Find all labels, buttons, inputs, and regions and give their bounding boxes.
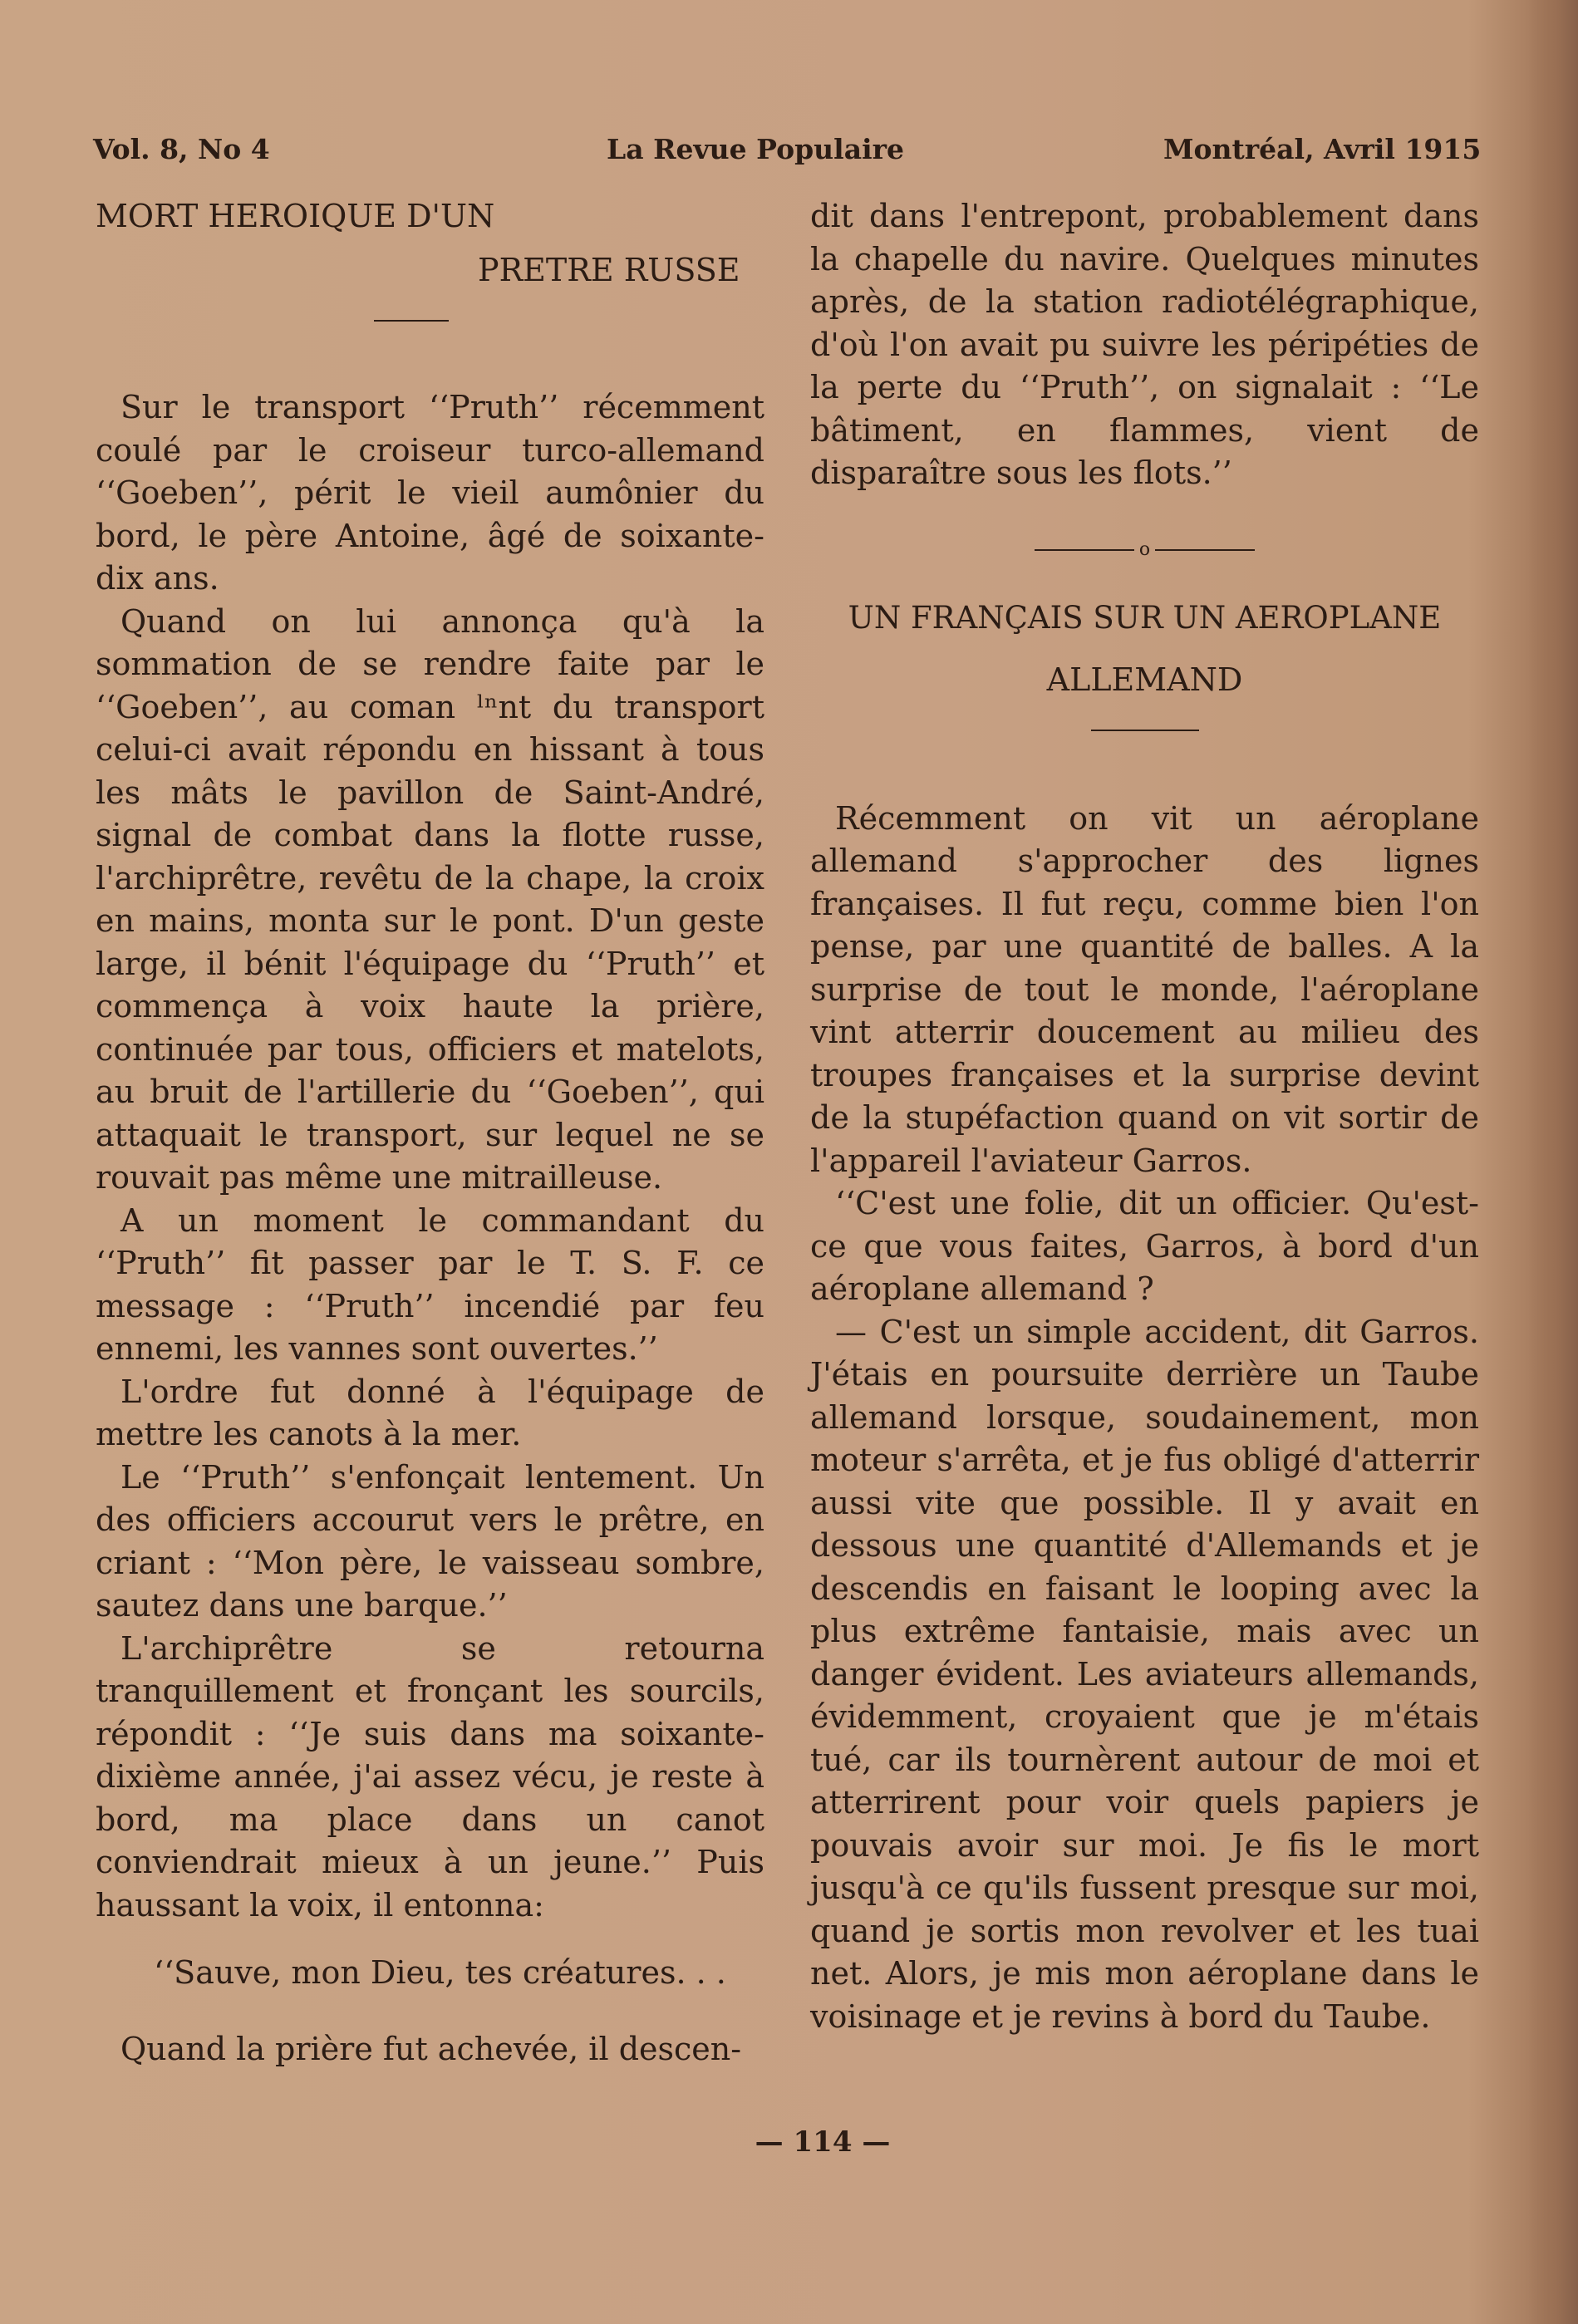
article1-title-line2: PRETRE RUSSE — [478, 252, 740, 288]
article1-paragraph: Le ‘‘Pruth’’ s'enfonçait lentement. Un des officiers accourut vers le prêtre, en criant : ‘‘Mon père, le vaisseau sombre, sautez dans une barque.’’ — [96, 1458, 764, 1624]
article1-paragraph: L'archiprêtre se retourna tranquillement et fronçant les sourcils, répondit : ‘‘Je suis dans ma soixante-dixième année, j'ai assez vécu, je reste à bord, ma place dans un canot conviendrait mieux à un jeune.’’ Puis haussant la voix, il entonna: — [96, 1629, 764, 1924]
article2-paragraph: Récemment on vit un aéroplane allemand s'approcher des lignes françaises. Il fut reçu, comme bien l'on pense, par une quantité de balles. A la surprise de tout le monde, l'aéroplane vint atterrir doucement au milieu des troupes françaises et la surprise devint de la stupéfaction quand on vit sortir de l'appareil l'aviateur Garros. — [810, 799, 1479, 1179]
hymn-quote: ‘‘Sauve, mon Dieu, tes créatures. . . — [154, 1954, 726, 1991]
article1-paragraph: Sur le transport ‘‘Pruth’’ récemment coulé par le croiseur turco-allemand ‘‘Goeben’’, périt le vieil aumônier du bord, le père Antoine, âgé de soixante-dix ans. — [96, 389, 764, 597]
article1-continuation: dit dans l'entrepont, probablement dans la chapelle du navire. Quelques minutes après, de la station radiotélégraphique, d'où l'on avait pu suivre les péripéties de la perte du ‘‘Pruth’’, on signalait : ‘‘Le bâtiment, en flammes, vient de disparaître sous les flots.’’ — [810, 198, 1479, 491]
article1-paragraph: A un moment le commandant du ‘‘Pruth’’ fit passer par le T. S. F. ce message : ‘‘Pruth’’ incendié par feu ennemi, les vannes sont ouvertes.’’ — [96, 1201, 764, 1367]
section-separator — [810, 538, 1479, 560]
article1-paragraph: Quand on lui annonça qu'à la sommation de se rendre faite par le ‘‘Goeben’’, au coman ˡⁿnt du transport celui-ci avait répondu en hissant à tous les mâts le pavillon de Saint-André, signal de combat dans la flotte russe, l'archiprêtre, revêtu de la chape, la croix en mains, monta sur le pont. D'un geste large, il bénit l'équipage du ‘‘Pruth’’ et commença à voix haute la prière, continuée par tous, officiers et matelots, au bruit de l'artillerie du ‘‘Goeben’’, qui attaquait le transport, sur lequel ne se rouvait pas même une mitrailleuse. — [96, 602, 764, 1196]
article2-paragraph: ‘‘C'est une folie, dit un officier. Qu'est-ce que vous faites, Garros, à bord d'un aéroplane allemand ? — [810, 1185, 1479, 1307]
volume-number: Vol. 8, No 4 — [93, 133, 270, 165]
article1-closing: Quand la prière fut achevée, il descen- — [120, 2030, 742, 2067]
place-date: Montréal, Avril 1915 — [1163, 133, 1482, 165]
article1-paragraph: L'ordre fut donné à l'équipage de mettre les canots à la mer. — [96, 1373, 764, 1452]
page-number: — 114 — — [755, 2125, 891, 2159]
right-column — [810, 195, 1479, 2038]
separator-mark: o — [1138, 538, 1151, 560]
page-edge-shadow — [1528, 0, 1578, 2324]
running-header — [93, 133, 1489, 174]
article2-title-line2: ALLEMAND — [1046, 661, 1243, 698]
article1-title-line1: MORT HEROIQUE D'UN — [96, 198, 495, 234]
journal-name: La Revue Populaire — [607, 133, 904, 165]
article2-paragraph: — C'est un simple accident, dit Garros. J'étais en poursuite derrière un Taube allemand lorsque, soudainement, mon moteur s'arrêta, et je fus obligé d'atterrir aussi vite que possible. Il y avait en dessous une quantité d'Allemands et je descendis en faisant le looping avec la plus extrême fantaisie, mais avec un danger évident. Les aviateurs allemands, évidemment, croyaient que je m'étais tué, car ils tournèrent autour de moi et atterrirent pour voir quels papiers je pouvais avoir sur moi. Je fis le mort jusqu'à ce qu'ils fussent presque sur moi, quand je sortis mon revolver et les tuai net. Alors, je mis mon aéroplane dans le voisinage et je revins à bord du Taube. — [810, 1313, 1479, 2035]
left-column — [96, 195, 764, 2071]
article2-title-line1: UN FRANÇAIS SUR UN AEROPLANE — [848, 599, 1442, 636]
